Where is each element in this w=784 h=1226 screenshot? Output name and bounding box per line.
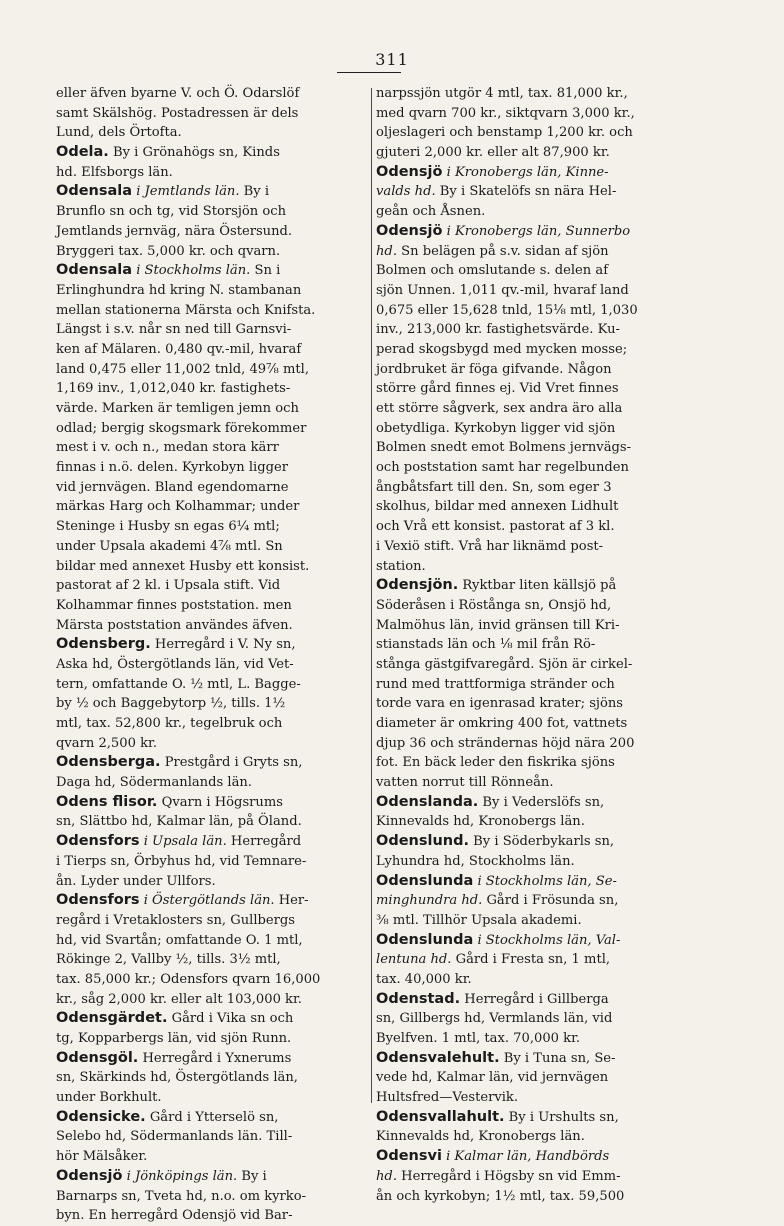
entry-text: Hultsfred—Vestervik. xyxy=(376,1090,519,1106)
entry-text: Bolmen och omslutande s. delen af xyxy=(376,263,609,279)
text-line xyxy=(56,1049,368,1069)
entry-headword: Odensjö xyxy=(376,222,443,239)
text-line xyxy=(56,1206,368,1226)
entry-text: ångbåtsfart till den. Sn, som eger 3 xyxy=(376,479,612,495)
entry-text: Gård i Frösunda sn, xyxy=(482,893,619,909)
entry-headword: Odensjön. xyxy=(376,577,459,594)
text-line xyxy=(376,340,682,360)
entry-text: ån. Lyder under Ullfors. xyxy=(56,873,216,889)
text-line xyxy=(56,104,368,124)
entry-text: vatten norrut till Rönneån. xyxy=(376,775,554,791)
text-line xyxy=(376,497,682,517)
text-line xyxy=(56,773,368,793)
entry-text: samt Skälshög. Postadressen är dels xyxy=(56,105,299,121)
entry-text: Herregård i V. Ny sn, xyxy=(150,637,296,653)
entry-text: vid jernvägen. Bland egendomarne xyxy=(56,479,289,495)
text-line xyxy=(56,812,368,832)
entry-text: Gård i Fresta sn, 1 mtl, xyxy=(451,952,611,968)
text-line xyxy=(376,301,682,321)
text-line xyxy=(376,1009,682,1029)
entry-text: Lyhundra hd, Stockholms län. xyxy=(376,853,575,869)
entry-text: eller äfven byarne V. och Ö. Odarslöf xyxy=(56,86,300,101)
text-line xyxy=(376,596,682,616)
entry-location: lentuna hd. xyxy=(376,952,452,968)
page-number: 311 xyxy=(375,50,409,69)
entry-text: By i xyxy=(237,1168,267,1184)
entry-text: Lund, dels Örtofta. xyxy=(56,125,182,141)
entry-text: Kolhammar finnes poststation. men xyxy=(56,597,292,613)
text-line xyxy=(56,242,368,262)
entry-text: Herregård i Yxnerums xyxy=(138,1050,292,1066)
text-line xyxy=(376,104,682,124)
text-line xyxy=(376,202,682,222)
entry-text: större gård finnes ej. Vid Vret finnes xyxy=(376,381,619,397)
entry-text: sn, Skärkinds hd, Östergötlands län, xyxy=(56,1070,298,1086)
entry-text: rund med trattformiga stränder och xyxy=(376,676,615,692)
entry-text: Erlinghundra hd kring N. stambanan xyxy=(56,282,302,298)
entry-text: By i Vederslöfs sn, xyxy=(478,794,605,810)
entry-text: diameter är omkring 400 fot, vattnets xyxy=(376,716,628,731)
text-line xyxy=(376,123,682,143)
entry-text: sn, Slättbo hd, Kalmar län, på Öland. xyxy=(56,814,302,830)
text-line xyxy=(56,1147,368,1167)
entry-location: minghundra hd. xyxy=(376,893,483,909)
text-line xyxy=(376,261,682,281)
entry-text: i Vexiö stift. Vrå har liknämd post- xyxy=(376,538,604,554)
entry-headword: Odensvalehult. xyxy=(376,1049,500,1066)
text-line xyxy=(376,419,682,439)
entry-text: märkas Harg och Kolhammar; under xyxy=(56,499,300,515)
text-line xyxy=(56,163,368,183)
entry-location: hd. xyxy=(376,243,397,259)
entry-text: ett större sågverk, sex andra äro alla xyxy=(376,401,623,416)
text-line xyxy=(376,773,682,793)
entry-text: och Vrå ett konsist. pastorat af 3 kl. xyxy=(376,519,615,535)
entry-text: By i Tuna sn, Se- xyxy=(499,1050,616,1066)
text-line xyxy=(376,1049,682,1069)
text-line xyxy=(56,301,368,321)
text-line xyxy=(376,793,682,813)
entry-headword: Odensala xyxy=(56,262,133,279)
text-line xyxy=(56,123,368,143)
entry-location: i Kronobergs län, Kinne- xyxy=(442,164,609,180)
text-line xyxy=(56,1187,368,1207)
entry-text: Längst i s.v. når sn ned till Garnsvi- xyxy=(56,322,292,338)
entry-text: 1,169 inv., 1,012,040 kr. fastighets- xyxy=(56,381,291,397)
entry-headword: Odela. xyxy=(56,144,109,161)
text-line xyxy=(56,832,368,852)
entry-text: By i Urshults sn, xyxy=(504,1109,619,1125)
entry-headword: Odensicke. xyxy=(56,1108,146,1125)
text-line xyxy=(56,753,368,773)
entry-text: under Upsala akademi 4⅞ mtl. Sn xyxy=(56,538,283,554)
entry-text: hd, vid Svartån; omfattande O. 1 mtl, xyxy=(56,932,303,948)
text-line xyxy=(376,242,682,262)
text-line xyxy=(56,675,368,695)
text-line xyxy=(56,990,368,1010)
page-number-rule xyxy=(337,72,401,73)
entry-headword: Odensberga. xyxy=(56,754,161,771)
text-line xyxy=(376,911,682,931)
entry-text: Gård i Ytterselö sn, xyxy=(145,1109,279,1125)
text-line xyxy=(376,891,682,911)
entry-text: Her- xyxy=(274,893,309,909)
entry-location: i Kalmar län, Handbörds xyxy=(441,1149,610,1165)
text-line xyxy=(376,675,682,695)
entry-headword: Odensgärdet. xyxy=(56,1010,168,1027)
text-line xyxy=(376,1167,682,1187)
text-line xyxy=(376,753,682,773)
text-line xyxy=(56,694,368,714)
text-line xyxy=(56,1009,368,1029)
text-line xyxy=(376,1187,682,1207)
entry-text: finnas i n.ö. delen. Kyrkobyn ligger xyxy=(56,460,288,476)
entry-text: pastorat af 2 kl. i Upsala stift. Vid xyxy=(56,578,281,594)
entry-text: ken af Mälaren. 0,480 qv.-mil, hvaraf xyxy=(56,341,302,357)
text-line xyxy=(56,911,368,931)
entry-text: mest i v. och n., medan stora kärr xyxy=(56,440,279,456)
entry-headword: Odenslunda xyxy=(376,931,474,948)
entry-text: mellan stationerna Märsta och Knifsta. xyxy=(56,302,316,318)
entry-text: jordbruket är föga gifvande. Någon xyxy=(376,361,612,377)
text-line xyxy=(56,1029,368,1049)
text-line xyxy=(376,281,682,301)
text-line xyxy=(376,734,682,754)
entry-text: Barnarps sn, Tveta hd, n.o. om kyrko- xyxy=(56,1188,307,1204)
text-line xyxy=(376,655,682,675)
entry-text: Kinnevalds hd, Kronobergs län. xyxy=(376,1129,585,1145)
entry-text: stianstads län och ⅛ mil från Rö- xyxy=(376,637,596,653)
entry-text: värde. Marken är temligen jemn och xyxy=(56,401,299,416)
entry-text: By i Grönahögs sn, Kinds xyxy=(108,145,280,161)
text-line xyxy=(56,950,368,970)
entry-text: Malmöhus län, invid gränsen till Kri- xyxy=(376,617,620,633)
text-line xyxy=(376,360,682,380)
text-line xyxy=(56,1167,368,1187)
text-line xyxy=(376,1029,682,1049)
entry-text: Sn i xyxy=(250,263,281,279)
entry-headword: Odenslanda. xyxy=(376,793,479,810)
entry-text: Kinnevalds hd, Kronobergs län. xyxy=(376,814,585,830)
entry-location: i Upsala län. xyxy=(139,834,227,850)
entry-text: Steninge i Husby sn egas 6¼ mtl; xyxy=(56,519,280,535)
entry-text: narpssjön utgör 4 mtl, tax. 81,000 kr., xyxy=(376,86,628,101)
entry-text: 0,675 eller 15,628 tnld, 15⅛ mtl, 1,030 xyxy=(376,302,638,318)
entry-text: fot. En bäck leder den fiskrika sjöns xyxy=(376,755,615,771)
entry-text: Jemtlands jernväg, nära Östersund. xyxy=(56,223,293,239)
text-line xyxy=(376,143,682,163)
entry-text: obetydliga. Kyrkobyn ligger vid sjön xyxy=(376,420,616,436)
entry-headword: Odensgöl. xyxy=(56,1049,139,1066)
entry-text: Herregård i Gillberga xyxy=(460,991,609,1007)
entry-text: sn, Gillbergs hd, Vermlands län, vid xyxy=(376,1011,613,1027)
entry-text: Sn belägen på s.v. sidan af sjön xyxy=(396,243,609,259)
entry-text: geån och Åsnen. xyxy=(376,204,486,220)
entry-location: hd. xyxy=(376,1168,397,1184)
entry-text: Herregård i Högsby sn vid Emm- xyxy=(396,1168,621,1184)
left-column xyxy=(56,84,368,1224)
text-line xyxy=(376,1088,682,1108)
right-column xyxy=(376,84,682,1204)
text-line xyxy=(56,576,368,596)
entry-text: Brunflo sn och tg, vid Storsjön och xyxy=(56,204,287,220)
text-line xyxy=(56,1127,368,1147)
text-line xyxy=(376,84,682,104)
text-line xyxy=(376,950,682,970)
text-line xyxy=(56,84,368,104)
entry-location: i Stockholms län, Val- xyxy=(473,932,621,948)
entry-text: och poststation samt har regelbunden xyxy=(376,460,629,476)
entry-text: tern, omfattande O. ½ mtl, L. Bagge- xyxy=(56,676,301,692)
entry-text: under Borkhult. xyxy=(56,1090,162,1106)
entry-headword: Odenslunda xyxy=(376,872,474,889)
entry-headword: Odenslund. xyxy=(376,833,469,850)
entry-text: byn. En herregård Odensjö vid Bar- xyxy=(56,1208,293,1224)
text-line xyxy=(56,616,368,636)
text-line xyxy=(376,163,682,183)
text-line xyxy=(56,557,368,577)
text-line xyxy=(376,1147,682,1167)
entry-text: By i Skatelöfs sn nära Hel- xyxy=(435,184,617,200)
text-line xyxy=(56,497,368,517)
entry-text: perad skogsbygd med mycken mosse; xyxy=(376,341,628,357)
text-line xyxy=(56,1108,368,1128)
entry-text: regård i Vretaklosters sn, Gullbergs xyxy=(56,912,295,928)
entry-headword: Odenstad. xyxy=(376,990,461,1007)
entry-location: i Kronobergs län, Sunnerbo xyxy=(442,223,631,239)
entry-location: i Jemtlands län. xyxy=(132,184,240,200)
text-line xyxy=(376,557,682,577)
text-line xyxy=(56,458,368,478)
entry-text: by ½ och Baggebytorp ½, tills. 1½ xyxy=(56,696,286,712)
entry-headword: Odensberg. xyxy=(56,636,151,653)
entry-text: Rökinge 2, Vallby ½, tills. 3½ mtl, xyxy=(56,952,281,968)
entry-text: ån och kyrkobyn; 1½ mtl, tax. 59,500 xyxy=(376,1188,625,1204)
entry-text: station. xyxy=(376,558,426,574)
entry-location: i Jönköpings län. xyxy=(122,1168,238,1184)
entry-headword: Odensala xyxy=(56,183,133,200)
entry-headword: Odensvi xyxy=(376,1148,442,1165)
entry-text: Märsta poststation användes äfven. xyxy=(56,617,293,633)
text-line xyxy=(56,143,368,163)
text-line xyxy=(56,714,368,734)
text-line xyxy=(56,340,368,360)
entry-text: inv., 213,000 kr. fastighetsvärde. Ku- xyxy=(376,322,620,338)
text-line xyxy=(56,261,368,281)
entry-text: qvarn 2,500 kr. xyxy=(56,735,158,751)
text-line xyxy=(376,537,682,557)
entry-text: gjuteri 2,000 kr. eller alt 87,900 kr. xyxy=(376,145,610,161)
entry-text: By i xyxy=(239,184,270,200)
entry-text: Qvarn i Högsrums xyxy=(157,794,283,810)
entry-text: hör Mälsåker. xyxy=(56,1149,148,1165)
entry-text: stånga gästgifvaregård. Sjön är cirkel- xyxy=(376,656,633,672)
text-line xyxy=(376,635,682,655)
text-line xyxy=(56,793,368,813)
entry-text: djup 36 och strändernas höjd nära 200 xyxy=(376,735,635,751)
entry-text: mtl, tax. 52,800 kr., tegelbruk och xyxy=(56,716,283,731)
entry-text: skolhus, bildar med annexen Lidhult xyxy=(376,499,619,515)
text-line xyxy=(56,1068,368,1088)
text-line xyxy=(56,281,368,301)
text-line xyxy=(376,478,682,498)
entry-text: Bryggeri tax. 5,000 kr. och qvarn. xyxy=(56,243,281,259)
entry-text: oljeslageri och benstamp 1,200 kr. och xyxy=(376,125,633,141)
entry-text: i Tierps sn, Örbyhus hd, vid Temnare- xyxy=(56,853,307,869)
text-line xyxy=(56,931,368,951)
entry-text: Bolmen snedt emot Bolmens jernvägs- xyxy=(376,440,632,456)
entry-text: ⅜ mtl. Tillhör Upsala akademi. xyxy=(376,912,582,928)
text-line xyxy=(56,655,368,675)
text-line xyxy=(376,320,682,340)
text-line xyxy=(56,517,368,537)
text-line xyxy=(376,517,682,537)
entry-text: vede hd, Kalmar län, vid jernvägen xyxy=(376,1070,609,1086)
entry-text: Selebo hd, Södermanlands län. Till- xyxy=(56,1129,293,1145)
entry-headword: Odensjö xyxy=(376,163,443,180)
entry-location: valds hd. xyxy=(376,184,436,200)
entry-text: tax. 85,000 kr.; Odensfors qvarn 16,000 xyxy=(56,971,321,987)
entry-headword: Odensfors xyxy=(56,833,140,850)
text-line xyxy=(376,399,682,419)
text-line xyxy=(376,1068,682,1088)
text-line xyxy=(376,832,682,852)
entry-headword: Odensfors xyxy=(56,892,140,909)
entry-location: i Östergötlands län. xyxy=(139,893,275,909)
entry-text: Ryktbar liten källsjö på xyxy=(458,578,617,594)
entry-text: Byelfven. 1 mtl, tax. 70,000 kr. xyxy=(376,1031,581,1046)
text-line xyxy=(376,182,682,202)
entry-text: med qvarn 700 kr., siktqvarn 3,000 kr., xyxy=(376,105,635,121)
text-line xyxy=(56,635,368,655)
text-line xyxy=(56,419,368,439)
entry-text: By i Söderbykarls sn, xyxy=(469,834,615,850)
entry-headword: Odensvallahult. xyxy=(376,1108,505,1125)
entry-text: tax. 40,000 kr. xyxy=(376,971,472,987)
entry-text: Daga hd, Södermanlands län. xyxy=(56,775,252,791)
entry-headword: Odensjö xyxy=(56,1167,123,1184)
text-line xyxy=(376,812,682,832)
entry-text: tg, Kopparbergs län, vid sjön Runn. xyxy=(56,1031,292,1046)
text-line xyxy=(376,1108,682,1128)
text-line xyxy=(376,458,682,478)
entry-text: Herregård xyxy=(226,834,302,850)
column-divider xyxy=(371,88,372,1103)
text-line xyxy=(376,1127,682,1147)
text-line xyxy=(56,222,368,242)
entry-text: odlad; bergig skogsmark förekommer xyxy=(56,420,307,436)
text-line xyxy=(56,537,368,557)
text-line xyxy=(56,970,368,990)
text-line xyxy=(376,379,682,399)
text-line xyxy=(376,872,682,892)
text-line xyxy=(376,970,682,990)
text-line xyxy=(56,734,368,754)
entry-location: i Stockholms län. xyxy=(132,263,251,279)
text-line xyxy=(56,872,368,892)
entry-text: land 0,475 eller 11,002 tnld, 49⅞ mtl, xyxy=(56,361,310,377)
text-line xyxy=(376,576,682,596)
entry-text: Gård i Vika sn och xyxy=(167,1011,294,1027)
text-line xyxy=(376,990,682,1010)
text-line xyxy=(56,891,368,911)
entry-text: hd. Elfsborgs län. xyxy=(56,164,173,180)
entry-location: i Stockholms län, Se- xyxy=(473,873,617,889)
entry-text: Söderåsen i Röstånga sn, Onsjö hd, xyxy=(376,597,612,613)
text-line xyxy=(56,852,368,872)
text-line xyxy=(376,714,682,734)
text-line xyxy=(56,438,368,458)
text-line xyxy=(376,222,682,242)
text-line xyxy=(56,596,368,616)
text-line xyxy=(56,202,368,222)
text-line xyxy=(376,852,682,872)
text-line xyxy=(56,379,368,399)
entry-headword: Odens flisor. xyxy=(56,793,158,810)
text-line xyxy=(56,1088,368,1108)
text-line xyxy=(56,320,368,340)
entry-text: sjön Unnen. 1,011 qv.-mil, hvaraf land xyxy=(376,282,629,298)
entry-text: bildar med annexet Husby ett konsist. xyxy=(56,558,310,574)
text-line xyxy=(376,694,682,714)
entry-text: kr., såg 2,000 kr. eller alt 103,000 kr. xyxy=(56,991,302,1007)
entry-text: torde vara en igenrasad krater; sjöns xyxy=(376,696,624,712)
entry-text: Prestgård i Gryts sn, xyxy=(160,755,303,771)
text-line xyxy=(56,399,368,419)
text-line xyxy=(376,438,682,458)
entry-text: Aska hd, Östergötlands län, vid Vet- xyxy=(56,656,294,672)
text-line xyxy=(56,360,368,380)
text-line xyxy=(56,182,368,202)
text-line xyxy=(56,478,368,498)
text-line xyxy=(376,931,682,951)
text-line xyxy=(376,616,682,636)
